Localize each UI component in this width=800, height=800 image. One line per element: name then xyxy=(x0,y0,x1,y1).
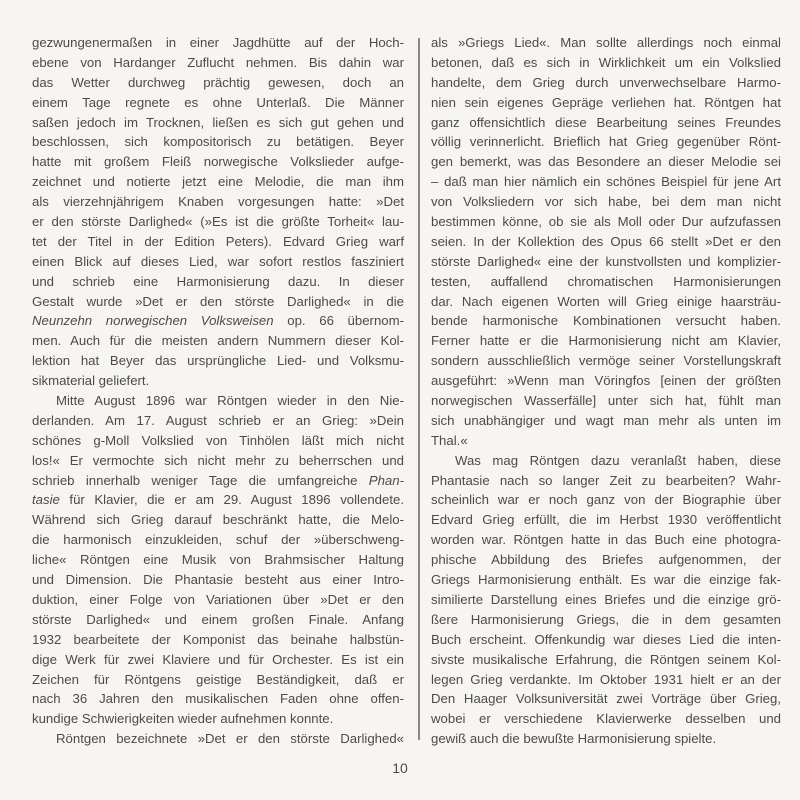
text-segment: als vierzehnjährigem Knaben vorgesungen hatte: »Det xyxy=(32,194,404,210)
text-line xyxy=(32,471,404,491)
text-line xyxy=(32,53,404,73)
text-line xyxy=(431,451,781,471)
text-line xyxy=(431,292,781,312)
text-line xyxy=(431,212,781,232)
text-segment: kundige Schwierigkeiten wieder aufnehmen konnte. xyxy=(32,711,334,727)
text-line xyxy=(32,272,404,292)
italic-title-text: Neunzehn norwegischen Volksweisen xyxy=(32,313,274,329)
text-segment: Phantasie nach so langer Zeit zu bearbeiten? Wahr- xyxy=(431,472,781,488)
right-column xyxy=(431,33,781,749)
text-line xyxy=(431,510,781,530)
text-line xyxy=(431,490,781,510)
text-segment: nien sein eigenes Gepräge verliehen hat. Röntgen hat xyxy=(431,94,781,110)
text-line xyxy=(431,351,781,371)
text-segment: saßen jedoch im Trocknen, ließen es sich gut gehen und xyxy=(32,114,404,130)
text-line xyxy=(431,113,781,133)
text-segment: sich unabhängiger und wagt man mehr als unten im xyxy=(431,412,781,428)
text-line xyxy=(32,709,404,729)
text-line xyxy=(431,729,781,749)
text-segment: – daß man hier nämlich ein schönes Beispiel für jene Art xyxy=(431,174,781,190)
text-segment: schönes g-Moll Volkslied von Tinhölen läßt mich nicht xyxy=(32,432,404,448)
text-line xyxy=(431,33,781,53)
text-segment: Edvard Grieg erfüllt, die im Herbst 1930 veröffentlicht xyxy=(431,512,781,528)
text-segment: worden war. Röntgen hatte in das Buch eine photogra- xyxy=(431,532,781,548)
text-line xyxy=(431,630,781,650)
text-segment: sondern ausschließlich vermöge seiner Vorstellungskraft xyxy=(431,353,781,369)
text-segment: von Volksliedern vor sich habe, bei dem man nicht xyxy=(431,194,781,210)
text-line xyxy=(32,93,404,113)
text-line xyxy=(32,132,404,152)
text-line xyxy=(32,610,404,630)
text-line xyxy=(431,550,781,570)
text-segment: 1932 bearbeitete der Komponist das beinahe halbstün- xyxy=(32,631,404,647)
text-line xyxy=(431,192,781,212)
text-segment: lektion hat Beyer das ursprüngliche Lied- und Volksmu- xyxy=(32,353,404,369)
text-segment: bende harmonische Kombinationen versucht haben. xyxy=(431,313,781,329)
text-line xyxy=(32,73,404,93)
text-segment: men. Auch für die meisten andern Nummern dieser Kol- xyxy=(32,333,404,349)
text-line xyxy=(32,490,404,510)
text-segment: handelte, dem Grieg durch unverwechselbare Harmo- xyxy=(431,74,781,90)
text-line xyxy=(32,630,404,650)
italic-title-text: Phan- xyxy=(368,472,404,488)
text-line xyxy=(431,331,781,351)
text-line xyxy=(431,152,781,172)
text-line xyxy=(32,670,404,690)
text-line xyxy=(431,132,781,152)
text-segment: nach 36 Jahren den musikalischen Faden ohne offen- xyxy=(32,691,404,707)
text-segment: Griegs Harmonisierung enthält. Es war die einzige fak- xyxy=(431,572,781,588)
text-line xyxy=(32,192,404,212)
text-line xyxy=(32,232,404,252)
page-number: 10 xyxy=(392,760,408,776)
text-segment: phische Abbildung des Briefes aufgenommen, der xyxy=(431,552,781,568)
text-segment: los!« Er vermochte sich nicht mehr zu beherrschen und xyxy=(32,452,404,468)
text-line xyxy=(431,709,781,729)
text-line xyxy=(431,411,781,431)
text-segment: die harmonisch einzukleiden, schuf der »überschweng- xyxy=(32,532,404,548)
text-line xyxy=(32,411,404,431)
text-segment: dige Werk für zwei Klaviere und für Orchester. Es ist ein xyxy=(32,651,404,667)
text-line xyxy=(32,590,404,610)
text-segment: liche« Röntgen eine Musik von Brahmsischer Haltung xyxy=(32,552,404,568)
text-segment: er den störste Darlighed« (»Es ist die größte Torheit« lau- xyxy=(32,214,404,230)
text-segment: Mitte August 1896 war Röntgen wieder in den Nie- xyxy=(56,393,404,409)
text-segment: beschlossen, sich kompositorisch zu betätigen. Beyer xyxy=(32,134,404,150)
text-line xyxy=(32,113,404,133)
text-line xyxy=(431,232,781,252)
text-segment: für Klavier, die er am 29. August 1896 vollendete. xyxy=(59,492,404,508)
text-segment: gen bemerkt, was das Besondere an dieser Melodie sei xyxy=(431,154,781,170)
text-segment: störste Darlighed« eine der kunstvollsten und komplizier- xyxy=(431,253,781,269)
text-line xyxy=(32,351,404,371)
text-line xyxy=(431,252,781,272)
text-segment: schrieb innerhalb weniger Tage die umfangreiche xyxy=(32,472,369,488)
text-segment: wobei er verschiedene Klavierwerke desselben und xyxy=(431,711,781,727)
text-segment: gewiß auch die bewußte Harmonisierung spielte. xyxy=(431,731,717,747)
text-segment: seien. In der Kollektion des Opus 66 stellt »Det er den xyxy=(431,233,781,249)
text-segment: derlanden. Am 17. August schrieb er an Grieg: »Dein xyxy=(32,412,404,428)
text-line xyxy=(32,689,404,709)
text-segment: similierte Darstellung eines Briefes und die einzige grö- xyxy=(431,591,781,607)
text-segment: das Wetter durchweg prächtig gewesen, doch an xyxy=(32,74,404,90)
text-segment: duktion, einer Folge von Variationen über »Det er den xyxy=(32,591,404,607)
text-segment: Den Haager Volksuniversität zwei Vorträge über Grieg, xyxy=(431,691,781,707)
text-segment: Zeichen für Röntgens geistige Beständigkeit, daß er xyxy=(32,671,404,687)
text-line xyxy=(431,689,781,709)
text-line xyxy=(431,93,781,113)
text-line xyxy=(32,550,404,570)
text-segment: scheinlich war er noch ganz von der Biographie über xyxy=(431,492,781,508)
text-line xyxy=(32,451,404,471)
text-line xyxy=(431,471,781,491)
column-divider xyxy=(418,38,420,740)
text-line xyxy=(32,172,404,192)
text-segment: Gestalt wurde »Det er den störste Darlighed« in die xyxy=(32,293,404,309)
text-segment: Was mag Röntgen dazu veranlaßt haben, diese xyxy=(455,452,781,468)
text-segment: tet der Titel in der Edition Peters). Edvard Grieg warf xyxy=(32,233,404,249)
text-segment: sivste musikalische Erfahrung, die Röntgen seinem Kol- xyxy=(431,651,781,667)
text-segment: Während sich Grieg darauf beschränkt hatte, die Melo- xyxy=(32,512,404,528)
text-segment: op. 66 übernom- xyxy=(273,313,404,329)
text-line xyxy=(32,570,404,590)
text-line xyxy=(431,610,781,630)
text-line xyxy=(431,311,781,331)
text-line xyxy=(32,391,404,411)
text-segment: norwegischen Wasserfälle] unter sich hat, fühlt man xyxy=(431,393,781,409)
text-line xyxy=(431,431,781,451)
text-line xyxy=(32,212,404,232)
text-line xyxy=(431,570,781,590)
text-segment: hatte mit großem Fleiß norwegische Volkslieder aufge- xyxy=(32,154,404,170)
italic-title-text: tasie xyxy=(32,492,60,508)
text-line xyxy=(431,73,781,93)
text-segment: zeichnet und notierte jetzt eine Melodie, die man ihm xyxy=(32,174,404,190)
text-line xyxy=(431,530,781,550)
text-segment: ßere Harmonisierung Griegs, die in dem gesamten xyxy=(431,611,781,627)
text-segment: und Dimension. Die Phantasie besteht aus einer Intro- xyxy=(32,572,404,588)
text-segment: Ferner hatte er die Harmonisierung nicht am Klavier, xyxy=(431,333,781,349)
text-line xyxy=(32,311,404,331)
text-line xyxy=(431,670,781,690)
text-segment: störste Darlighed« und einem großen Finale. Anfang xyxy=(32,611,404,627)
text-line xyxy=(32,729,404,749)
text-line xyxy=(32,152,404,172)
text-segment: einem Tage regnete es ohne Unterlaß. Die Männer xyxy=(32,94,404,110)
text-line xyxy=(32,650,404,670)
text-line xyxy=(431,650,781,670)
text-segment: gezwungenermaßen in einer Jagdhütte auf der Hoch- xyxy=(32,35,404,50)
text-line xyxy=(32,510,404,530)
text-segment: Buch erscheint. Offenkundig war dieses Lied die inten- xyxy=(431,631,781,647)
text-segment: dar. Nach eigenen Worten will Grieg einige haarsträu- xyxy=(431,293,781,309)
text-line xyxy=(32,371,404,391)
text-segment: ausgeführt: »Wenn man Vöringfos [einen der größten xyxy=(431,373,781,389)
text-segment: Thal.« xyxy=(431,432,468,448)
text-line xyxy=(431,590,781,610)
text-segment: legen Grieg verdankte. Im Oktober 1931 hielt er an der xyxy=(431,671,781,687)
text-segment: Röntgen bezeichnete »Det er den störste Darlighed« xyxy=(56,731,404,747)
text-line xyxy=(32,431,404,451)
text-line xyxy=(32,252,404,272)
text-line xyxy=(32,33,404,53)
text-segment: sikmaterial geliefert. xyxy=(32,373,150,389)
text-line xyxy=(32,292,404,312)
text-segment: völlig verinnerlicht. Brieflich hat Grieg gegenüber Rönt- xyxy=(431,134,781,150)
text-segment: bestimmen könne, ob sie als Moll oder Dur aufzufassen xyxy=(431,214,781,230)
text-segment: betonen, daß es sich in Wirklichkeit um ein Volkslied xyxy=(431,54,781,70)
text-line xyxy=(32,530,404,550)
left-column xyxy=(32,33,404,749)
text-segment: als »Griegs Lied«. Man sollte allerdings noch einmal xyxy=(431,35,781,50)
text-segment: einen Blick auf dieses Lied, war sofort restlos fasziniert xyxy=(32,253,404,269)
text-line xyxy=(431,172,781,192)
text-line xyxy=(431,272,781,292)
text-segment: testen, auffallend chromatischen Harmonisierungen xyxy=(431,273,781,289)
text-line xyxy=(431,391,781,411)
text-segment: ebene von Hardanger Zuflucht nehmen. Bis dahin war xyxy=(32,54,404,70)
text-segment: und schrieb eine Harmonisierung dazu. In dieser xyxy=(32,273,404,289)
text-line xyxy=(431,53,781,73)
text-line xyxy=(431,371,781,391)
text-line xyxy=(32,331,404,351)
text-segment: ganz offensichtlich diese Bearbeitung seines Freundes xyxy=(431,114,781,130)
